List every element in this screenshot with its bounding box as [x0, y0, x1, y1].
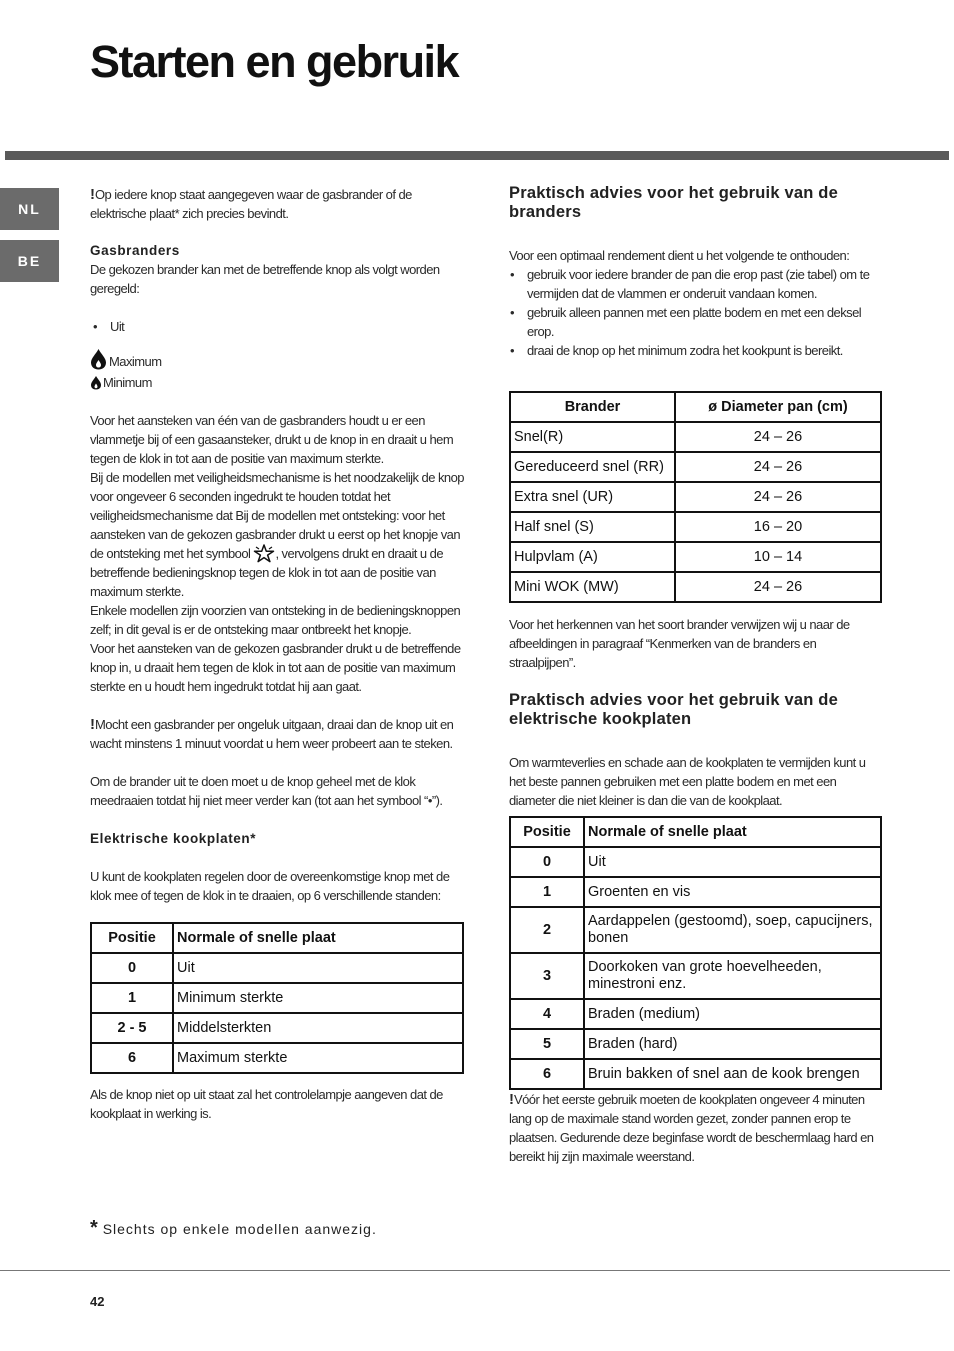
table-row [91, 983, 463, 1013]
warning-icon: ! [509, 1091, 514, 1108]
table-cell: 1 [91, 983, 173, 1013]
elec-heading: Elektrische kookplaten* [90, 831, 257, 846]
flame-small-icon [90, 375, 102, 390]
table-header-row [510, 392, 881, 422]
table-cell: 2 - 5 [91, 1013, 173, 1043]
list-item: • draai de knop op het minimum zodra het kookpunt is bereikt. [509, 341, 882, 360]
table-cell: 4 [510, 999, 584, 1029]
plate-table [509, 816, 882, 1090]
left-column [90, 185, 464, 1123]
page-title: Starten en gebruik [90, 36, 459, 87]
lang-tab-be: BE [0, 240, 59, 282]
table-row [510, 1059, 881, 1089]
table-cell: 3 [510, 953, 584, 999]
table-header: Normale of snelle plaat [584, 817, 881, 847]
flame-large-icon [90, 348, 107, 370]
table-row [510, 482, 881, 512]
rendement-paragraph: Voor een optimaal rendement dient u het volgende te onthouden: [509, 248, 850, 263]
list-item: • gebruik voor iedere brander de pan die erop past (zie tabel) om te vermijden dat de vlammen er onderuit vandaan komen. [509, 265, 882, 303]
elec-text: U kunt de kookplaten regelen door de overeenkomstige knop met de klok mee of tegen de klok in te draaien, op 6 verschillende standen: [90, 869, 450, 903]
table-row [510, 847, 881, 877]
gas-text: De gekozen brander kan met de betreffende knop als volgt worden geregeld: [90, 262, 440, 296]
list-item: • Uit [92, 317, 464, 336]
spark-star-icon [253, 544, 275, 563]
warning-icon: ! [90, 716, 95, 733]
table-header: Brander [510, 392, 675, 422]
table-cell: Groenten en vis [584, 877, 881, 907]
table-cell: Braden (medium) [584, 999, 881, 1029]
advice-list [509, 265, 882, 360]
table-cell: Uit [173, 953, 463, 983]
maximum-row [90, 346, 464, 371]
table-header: Positie [510, 817, 584, 847]
maximum-label: Maximum [109, 354, 162, 369]
gas-heading: Gasbranders [90, 243, 180, 258]
table-cell: 24 – 26 [675, 482, 881, 512]
eerste-gebruik-paragraph: !Vóór het eerste gebruik moeten de kookplaten ongeveer 4 minuten lang op de maximale stand worden gezet, zonder pannen erop te plaatsen. Gedurende deze beginfase wordt de beschermlaag hard en bereikt hij zijn maximale weerstand. [509, 1091, 874, 1164]
warmte-paragraph: Om warmteverlies en schade aan de kookplaten te vermijden kunt u het beste pannen gebruiken met een platte bodem en met een diameter die niet kleiner is dan die van de kookplaat. [509, 755, 866, 808]
lamp-paragraph: Als de knop niet op uit staat zal het controlelampje aangeven dat de kookplaat in werking is. [90, 1087, 443, 1121]
table-cell: 1 [510, 877, 584, 907]
top-divider [5, 151, 949, 160]
footnote: * Slechts op enkele modellen aanwezig. [90, 1217, 377, 1239]
table-cell: Middelsterkten [173, 1013, 463, 1043]
table-row [510, 953, 881, 999]
intro-paragraph: !Op iedere knop staat aangegeven waar de gasbrander of de elektrische plaat* zich precies bevindt. [90, 186, 412, 221]
table-cell: 2 [510, 907, 584, 953]
table-cell: Uit [584, 847, 881, 877]
table-cell: 6 [510, 1059, 584, 1089]
table-cell: Mini WOK (MW) [510, 572, 675, 602]
table-row [510, 907, 881, 953]
table-cell: Braden (hard) [584, 1029, 881, 1059]
table-cell: 24 – 26 [675, 452, 881, 482]
table-cell: 24 – 26 [675, 572, 881, 602]
table-cell: 6 [91, 1043, 173, 1073]
table-cell: 0 [91, 953, 173, 983]
table-row [510, 512, 881, 542]
ignite-block [90, 411, 464, 696]
table-cell: Aardappelen (gestoomd), soep, capucijners, bonen [584, 907, 881, 953]
minimum-row [90, 373, 464, 392]
kookplaten-heading: Praktisch advies voor het gebruik van de elektrische kookplaten [509, 691, 838, 728]
table-cell: Hulpvlam (A) [510, 542, 675, 572]
table-row [510, 572, 881, 602]
table-cell: 16 – 20 [675, 512, 881, 542]
table-cell: 24 – 26 [675, 422, 881, 452]
table-row [510, 422, 881, 452]
table-cell: 5 [510, 1029, 584, 1059]
elec-table [90, 922, 464, 1074]
table-header: Normale of snelle plaat [173, 923, 463, 953]
ignite-paragraph-2: Bij de modellen met veiligheidsmechanisme is het noodzakelijk de knop voor ongeveer 6 seconden ingedrukt te houden totdat het veiligheidsmechanisme dat Bij de modellen met ontsteking: voor het aansteken van de gekozen gasbrander drukt u eerst op het knopje van de ontsteking met het symbool , vervolgens drukt en draait u de betreffende bedieningsknop tegen de klok in tot aan de positie van maximum sterkte. [90, 470, 464, 599]
table-row [510, 1029, 881, 1059]
burner-table [509, 391, 882, 603]
ignite-paragraph-5: Voor het aansteken van de gekozen gasbrander drukt u de betreffende knop in, u draait hem tegen de klok in tot aan de positie van maximum sterkte en u houdt hem ingedrukt totdat hij aan gaat. [90, 641, 461, 694]
table-header: Positie [91, 923, 173, 953]
table-cell: Gereduceerd snel (RR) [510, 452, 675, 482]
ignite-paragraph-1: Voor het aansteken van één van de gasbranders houdt u er een vlammetje bij of een gasaansteker, drukt u de knop in en draait u hem tegen de klok in tot aan de positie van maximum sterkte. [90, 413, 454, 466]
table-cell: Minimum sterkte [173, 983, 463, 1013]
table-row [510, 999, 881, 1029]
list-item: • gebruik alleen pannen met een platte bodem en met een deksel erop. [509, 303, 882, 341]
table-cell: Half snel (S) [510, 512, 675, 542]
table-header-row [510, 817, 881, 847]
table-cell: Snel(R) [510, 422, 675, 452]
table-header-row [91, 923, 463, 953]
right-column [509, 184, 882, 1166]
asterisk: * [90, 1217, 98, 1239]
table-header: ø Diameter pan (cm) [675, 392, 881, 422]
table-row [510, 452, 881, 482]
table-cell: Doorkoken van grote hoevelheeden, minestroni enz. [584, 953, 881, 999]
minimum-label: Minimum [103, 375, 152, 390]
table-row [510, 877, 881, 907]
table-row [91, 1043, 463, 1073]
table-row [91, 953, 463, 983]
warning-paragraph: !Mocht een gasbrander per ongeluk uitgaan, draai dan de knop uit en wacht minstens 1 minuut voordat u hem weer probeert aan te steken. [90, 716, 454, 751]
warning-icon: ! [90, 186, 95, 203]
table-cell: Extra snel (UR) [510, 482, 675, 512]
table-row [510, 542, 881, 572]
branders-heading: Praktisch advies voor het gebruik van de branders [509, 184, 838, 221]
table-row [91, 1013, 463, 1043]
table-cell: 0 [510, 847, 584, 877]
uit-list [92, 317, 464, 336]
page-number: 42 [90, 1294, 105, 1309]
table-cell: Bruin bakken of snel aan de kook brengen [584, 1059, 881, 1089]
table-cell: Maximum sterkte [173, 1043, 463, 1073]
herkennen-paragraph: Voor het herkennen van het soort brander verwijzen wij u naar de afbeeldingen in paragraaf “Kenmerken van de branders en straalpijpen”. [509, 617, 850, 670]
table-cell: 10 – 14 [675, 542, 881, 572]
off-paragraph: Om de brander uit te doen moet u de knop geheel met de klok meedraaien totdat hij niet meer verder kan (tot aan het symbool “•”). [90, 774, 443, 808]
lang-tab-nl: NL [0, 188, 59, 230]
bottom-divider [0, 1270, 950, 1271]
ignite-paragraph-4: Enkele modellen zijn voorzien van ontsteking in de bedieningsknoppen zelf; in dit geval is er de ontsteking maar ontbreekt het knopje. [90, 603, 461, 637]
